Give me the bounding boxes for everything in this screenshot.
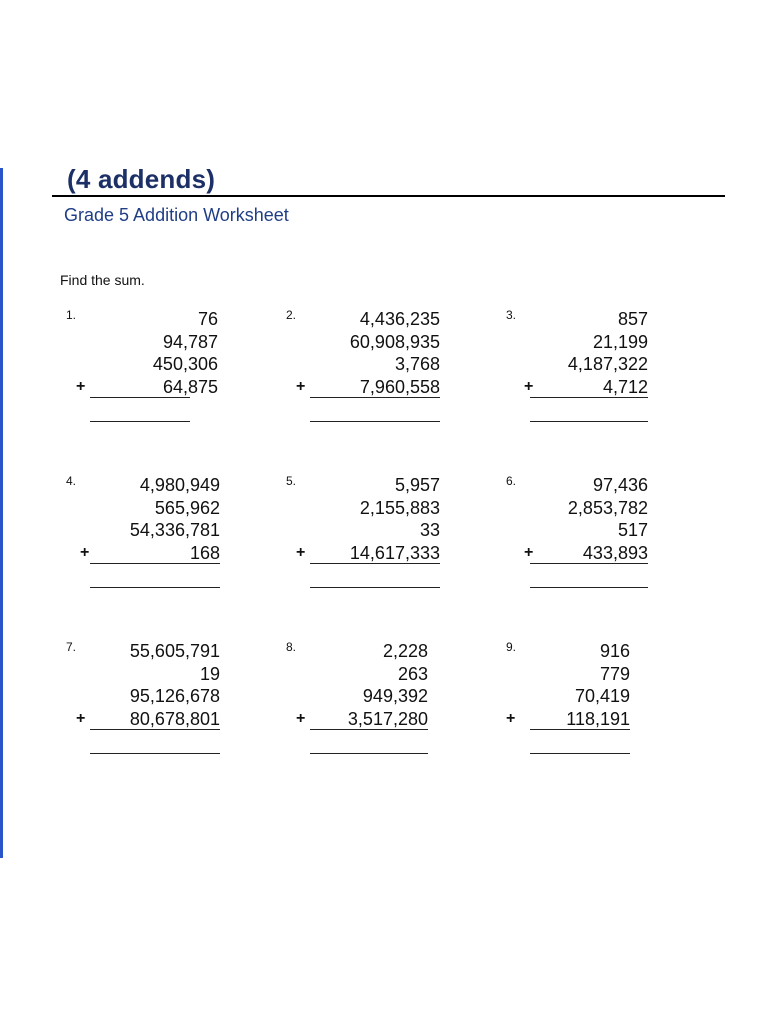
addend-column (290, 474, 440, 564)
problem-number: 9. (506, 640, 517, 654)
addend-column (480, 640, 630, 730)
addend-column (70, 640, 220, 730)
plus-sign: + (506, 709, 516, 727)
problem-2 (286, 308, 482, 438)
addend-last (498, 542, 648, 565)
sum-rule (530, 563, 648, 564)
problem-number: 6. (506, 474, 517, 488)
addend-last (70, 708, 220, 731)
addend: 263 (397, 663, 428, 684)
addend: 4,980,949 (139, 475, 220, 495)
addend: 916 (599, 641, 630, 661)
sum-rule (530, 397, 648, 398)
instruction-text: Find the sum. (60, 272, 145, 288)
plus-sign: + (80, 543, 90, 561)
addend: 60,908,935 (349, 331, 440, 352)
addend-last (68, 376, 218, 399)
problem-1 (66, 308, 262, 438)
addend: 517 (617, 520, 648, 540)
addend: 76 (197, 309, 218, 329)
addend: 949,392 (362, 686, 428, 706)
plus-sign: + (524, 543, 534, 561)
addend: 54,336,781 (129, 520, 220, 540)
answer-line[interactable] (530, 753, 630, 754)
plus-sign: + (296, 377, 306, 395)
addend: 95,126,678 (129, 686, 220, 706)
problem-7 (66, 640, 262, 770)
answer-line[interactable] (310, 753, 428, 754)
title-rule (52, 195, 725, 197)
addend: 94,787 (162, 331, 218, 352)
addend-last (290, 542, 440, 565)
addend: 2,853,782 (567, 497, 648, 518)
problem-8 (286, 640, 482, 770)
answer-line[interactable] (530, 421, 648, 422)
addend: 857 (617, 309, 648, 329)
addend-value: 4,712 (602, 376, 648, 397)
sum-rule (530, 729, 630, 730)
plus-sign: + (524, 377, 534, 395)
addend: 450,306 (152, 354, 218, 374)
problem-number: 4. (66, 474, 77, 488)
addend: 565,962 (154, 497, 220, 518)
addend: 2,228 (382, 641, 428, 661)
addend-last (498, 376, 648, 399)
addend-value: 433,893 (582, 542, 648, 563)
addend-last (70, 542, 220, 565)
sum-rule (310, 397, 440, 398)
problem-4 (66, 474, 262, 604)
addend: 4,187,322 (567, 354, 648, 374)
left-edge-bar (0, 168, 3, 858)
addend-last (480, 708, 630, 731)
addend: 33 (419, 520, 440, 540)
plus-sign: + (76, 377, 86, 395)
answer-line[interactable] (310, 421, 440, 422)
addend: 3,768 (394, 354, 440, 374)
problem-6 (506, 474, 702, 604)
addend-column (278, 640, 428, 730)
addend-column (498, 308, 648, 398)
problem-number: 3. (506, 308, 517, 322)
answer-line[interactable] (90, 587, 220, 588)
sum-rule (310, 729, 428, 730)
problem-number: 7. (66, 640, 77, 654)
sum-rule (90, 563, 220, 564)
answer-line[interactable] (90, 421, 190, 422)
addend: 21,199 (592, 331, 648, 352)
addend-last (290, 376, 440, 399)
worksheet-subtitle: Grade 5 Addition Worksheet (64, 205, 289, 225)
addend-value: 80,678,801 (129, 708, 220, 729)
problem-number: 1. (66, 308, 77, 322)
addend-column (68, 308, 218, 398)
worksheet-title: (4 addends) (67, 164, 216, 194)
addend: 70,419 (574, 686, 630, 706)
sum-rule (90, 729, 220, 730)
addend-value: 118,191 (566, 708, 630, 729)
problem-number: 2. (286, 308, 297, 322)
addend: 19 (199, 663, 220, 684)
addend: 5,957 (394, 475, 440, 495)
addend-column (70, 474, 220, 564)
addend-value: 3,517,280 (347, 708, 428, 729)
problem-9 (506, 640, 702, 770)
problem-number: 8. (286, 640, 297, 654)
addend: 779 (599, 663, 630, 684)
problem-3 (506, 308, 702, 438)
addend: 55,605,791 (129, 641, 220, 661)
plus-sign: + (296, 543, 306, 561)
answer-line[interactable] (530, 587, 648, 588)
sum-rule (90, 397, 190, 398)
addend-last (278, 708, 428, 731)
addend-column (290, 308, 440, 398)
addend-value: 14,617,333 (349, 542, 440, 563)
plus-sign: + (296, 709, 306, 727)
addend: 97,436 (592, 475, 648, 495)
answer-line[interactable] (90, 753, 220, 754)
addend-value: 7,960,558 (359, 376, 440, 397)
addend-value: 168 (189, 542, 220, 563)
plus-sign: + (76, 709, 86, 727)
addend-column (498, 474, 648, 564)
problem-number: 5. (286, 474, 297, 488)
problem-5 (286, 474, 482, 604)
addend-value: 64,875 (162, 376, 218, 397)
sum-rule (310, 563, 440, 564)
addend: 2,155,883 (359, 497, 440, 518)
answer-line[interactable] (310, 587, 440, 588)
addend: 4,436,235 (359, 309, 440, 329)
